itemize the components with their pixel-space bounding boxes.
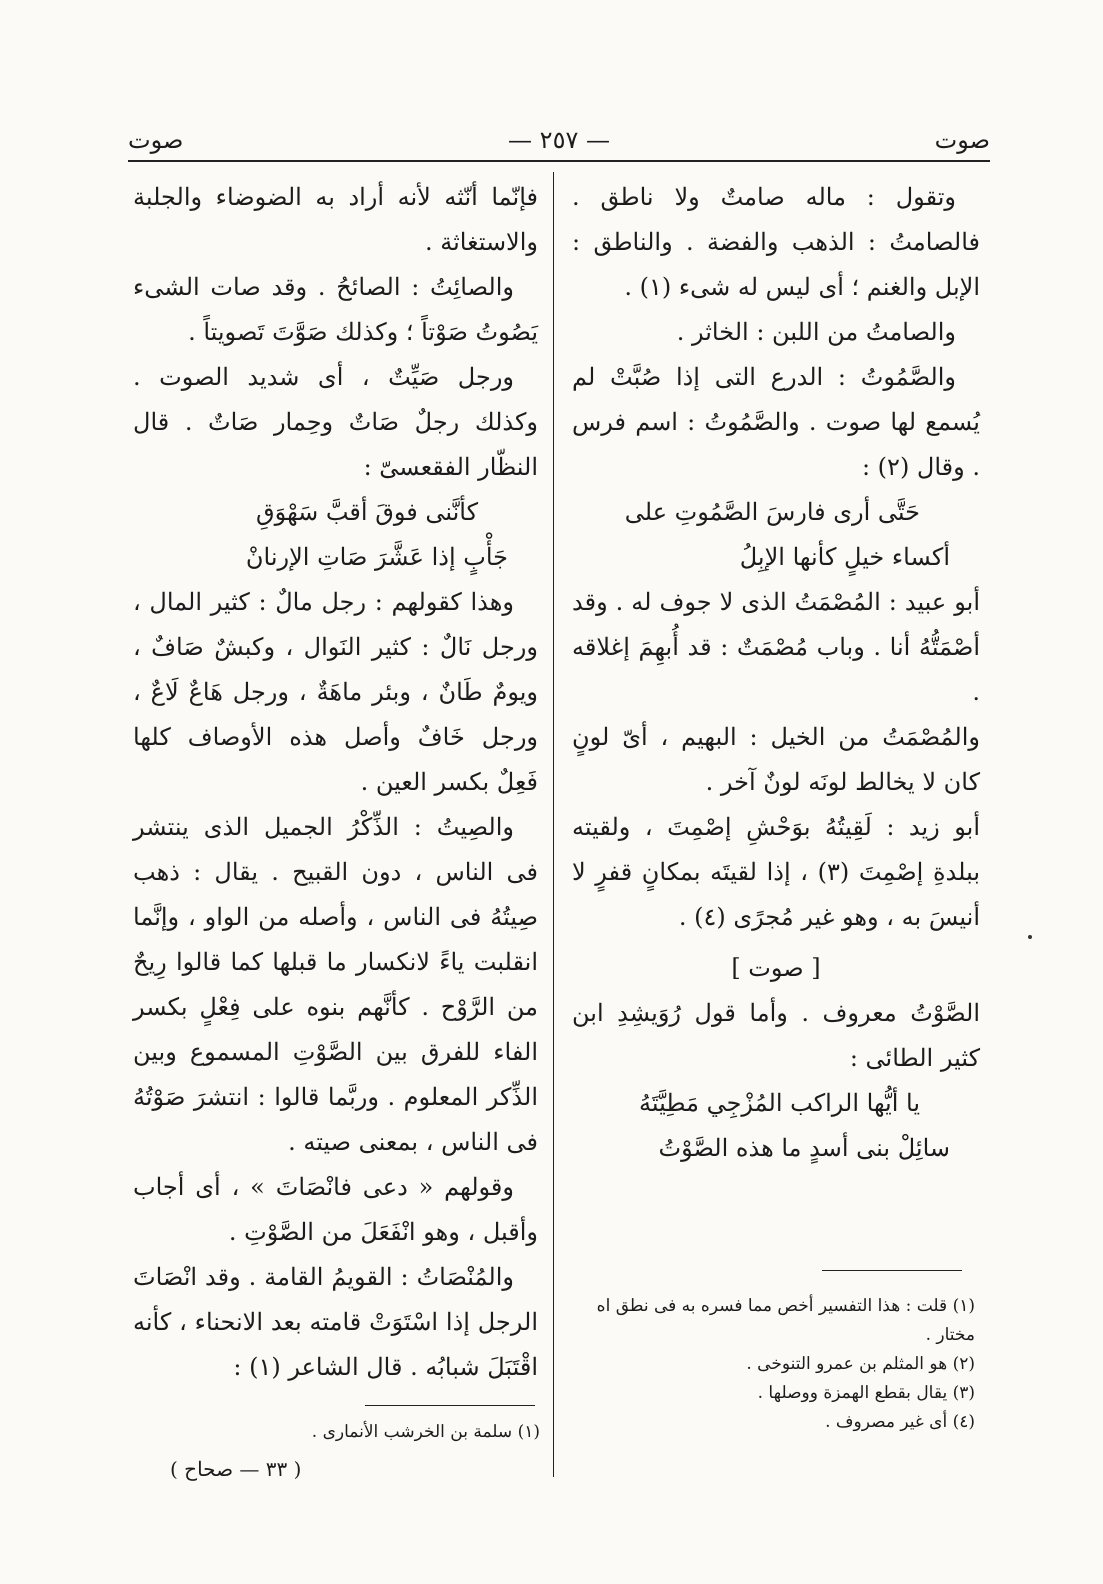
paragraph: والصِيتُ : الذِّكْرُ الجميل الذى ينتشر فى الناس ، دون القبيح . يقال : ذهب صِيتُهُ فى الناس ، وأصله من الواو ، وإنَّما انقلبت ياءً لانكسار ما قبلها كما قالوا رِيحٌ من الرَّوْح . كأنَّهم بنوه على فِعْلٍ بكسر الفاء للفرق بين الصَّوْتِ المسموع وبين الذِّكر المعلوم . وربَّما قالوا : انتشرَ صَوْتُهُ فى الناس ، بمعنى صيته . bbox=[133, 813, 538, 1156]
paragraph: فإنّما أنّثه لأنه أراد به الضوضاء والجلبة والاستغاثة . bbox=[133, 183, 538, 256]
footnote: (٢) هو المثلم بن عمرو التنوخى . bbox=[746, 1354, 975, 1374]
footnote: (٤) أى غير مصروف . bbox=[825, 1412, 975, 1432]
footnotes-right bbox=[575, 1292, 975, 1437]
entry-heading: [ صوت ] bbox=[731, 954, 821, 982]
paragraph: الصَّوْتُ معروف . وأما قول رُوَيشِدِ ابن كثير الطائى : bbox=[572, 999, 980, 1072]
paragraph: والمُنْصَاتُ : القويمُ القامة . وقد انْصَاتَ الرجل إذا اسْتَوَتْ قامته بعد الانحناء ، كأنه اقْتَبَلَ شبابُه . قال الشاعر (١) : bbox=[133, 1263, 538, 1381]
left-column bbox=[133, 175, 538, 1390]
paragraph: أبو عبيد : المُصْمَتُ الذى لا جوف له . وقد أصْمَتُّهُ أنا . وباب مُصْمَتٌ : قد أُبهِمَ إغلاقه . bbox=[572, 588, 980, 706]
paragraph: وتقول : ماله صامتٌ ولا ناطق . فالصامتُ : الذهب والفضة . والناطق : الإبل والغنم ؛ أى ليس له شىء (١) . bbox=[572, 183, 980, 301]
footnote: (١) سلمة بن الخرشب الأنمارى . bbox=[311, 1422, 540, 1442]
page-number: — ٢٥٧ — bbox=[508, 126, 610, 154]
footnote-rule bbox=[365, 1405, 535, 1406]
column-divider bbox=[553, 172, 554, 1477]
verse-line: يا أيُّها الراكب المُزْجِي مَطِيَّتَهُ bbox=[639, 1089, 920, 1117]
verse-line: جَأْبٍ إذا عَشَّرَ صَاتِ الإرنانْ bbox=[245, 543, 508, 571]
running-head-left: صوت bbox=[128, 126, 184, 154]
footnote: (٣) يقال بقطع الهمزة ووصلها . bbox=[757, 1383, 975, 1403]
paragraph: والصَّمُوتُ : الدرع التى إذا صُبَّتْ لم يُسمع لها صوت . والصَّمُوتُ : اسم فرس . وقال (٢) : bbox=[572, 363, 980, 481]
verse-line: أكساء خيلٍ كأنها الإبِلُ bbox=[739, 543, 950, 571]
paragraph: والمُصْمَتُ من الخيل : البهيم ، أىّ لونٍ كان لا يخالط لونَه لونٌ آخر . bbox=[572, 723, 980, 796]
page-header bbox=[128, 118, 990, 162]
paragraph: والصائِتُ : الصائحُ . وقد صات الشىء يَصُوتُ صَوْتاً ؛ وكذلك صَوَّتَ تَصويتاً . bbox=[133, 273, 538, 346]
right-column bbox=[572, 175, 980, 1171]
paragraph: ورجل صَيِّتٌ ، أى شديد الصوت . وكذلك رجلٌ صَاتٌ وحِمار صَاتٌ . قال النظّار الفقعسىّ : bbox=[133, 363, 538, 481]
footnote-rule bbox=[822, 1270, 962, 1271]
verse-line: كأنَّنى فوقَ أقبَّ سَهْوَقِ bbox=[256, 498, 478, 526]
paragraph: أبو زيد : لَقِيتُهُ بوَحْشِ إصْمِتَ ، ولقيته ببلدةِ إصْمِتَ (٣) ، إذا لقيتَه بمكانٍ قفرٍ لا أنيسَ به ، وهو غير مُجرًى (٤) . bbox=[572, 813, 980, 931]
footnote: (١) قلت : هذا التفسير أخص مما فسره به فى نطق اه مختار . bbox=[596, 1296, 975, 1345]
paragraph: وهذا كقولهم : رجل مالٌ : كثير المال ، ورجل نَالٌ : كثير النَوال ، وكبشٌ صَافٌ ، ويومٌ طَانٌ ، وبئر ماهَةٌ ، ورجل هَاعٌ لَاعٌ ، ورجل خَافٌ وأصل هذه الأوصاف كلها فَعِلٌ بكسر العين . bbox=[133, 588, 538, 796]
paragraph: والصامتُ من اللبن : الخاثر . bbox=[676, 318, 956, 346]
running-head-right: صوت bbox=[934, 126, 990, 154]
page-speck bbox=[1028, 935, 1032, 939]
signature-mark: ( ٣٣ — صحاح ) bbox=[170, 1457, 302, 1481]
footnotes-left bbox=[200, 1418, 540, 1447]
paragraph: وقولهم « دعى فانْصَاتَ » ، أى أجاب وأقبل ، وهو انْفَعَلَ من الصَّوْتِ . bbox=[133, 1173, 538, 1246]
verse-line: سائِلْ بنى أسدٍ ما هذه الصَّوْتُ bbox=[658, 1134, 950, 1162]
verse-line: حَتَّى أرى فارسَ الصَّمُوتِ على bbox=[624, 498, 920, 526]
header-rule bbox=[128, 160, 990, 162]
